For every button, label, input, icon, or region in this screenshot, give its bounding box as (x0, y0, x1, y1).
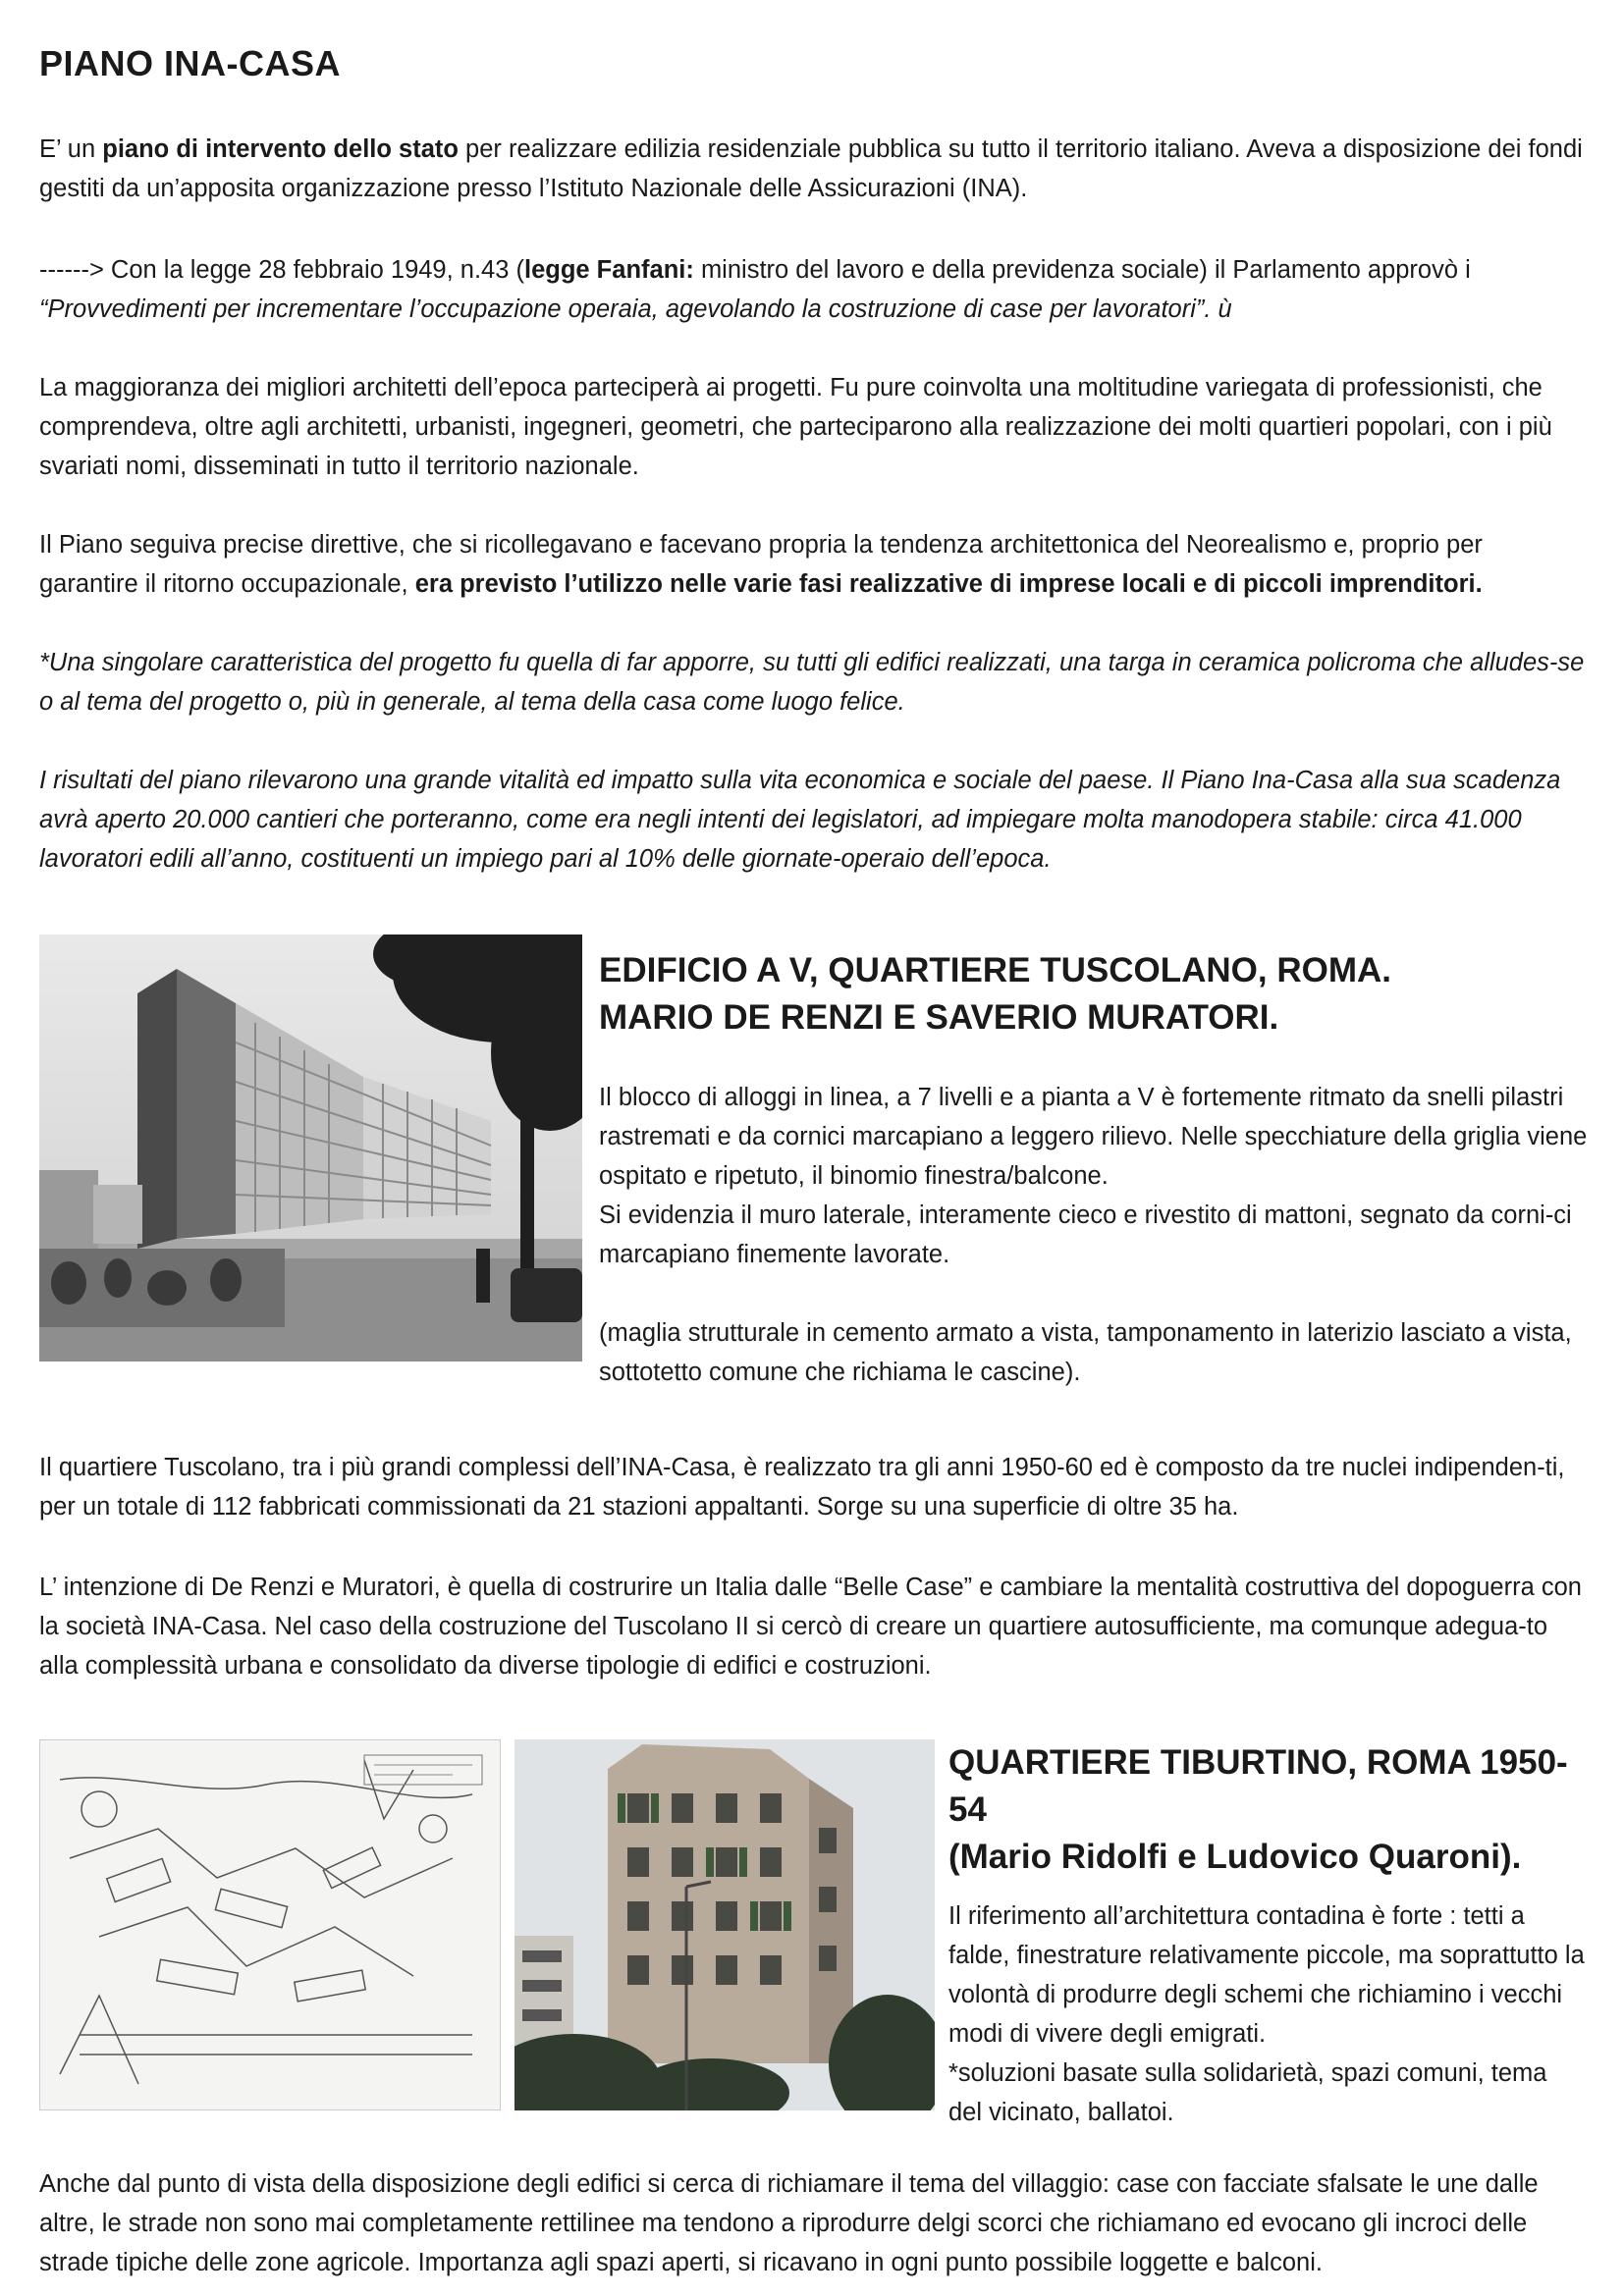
tiburtino-building-photo (514, 1739, 935, 2110)
ceramic-plate-paragraph: *Una singolare caratteristica del progetto fu quella di far apporre, su tutti gli edifici realizzati, una targa in ceramica policroma che alludes-se o al tema del progetto o, più in generale, al tema della casa come luogo felice. (39, 649, 1585, 716)
directives-paragraph: Il Piano seguiva precise direttive, che si ricollegavano e facevano propria la tendenza architettonica del Neorealismo e, proprio per garantire il ritorno occupazionale, era previsto l’utilizzo nelle varie fasi realizzative di imprese locali e di piccoli imprenditori. (39, 531, 1483, 598)
section2-description: Il riferimento all’architettura contadina è forte : tetti a falde, finestrature relativamente piccole, ma soprattutto la volontà di produrre degli schemi che richiamino i vecchi modi di vivere degli emigrati. *soluzioni basate sulla solidarietà, spazi comuni, tema del vicinato, ballatoi. (948, 1902, 1585, 2126)
section1-note: (maglia strutturale in cemento armato a vista, tamponamento in laterizio lasciato a vista, sottotetto comune che richiama le cascine). (599, 1319, 1572, 1386)
law-bold: legge Fanfani: (524, 256, 694, 284)
page-title: PIANO INA-CASA (39, 43, 342, 83)
tuscolano-building-photo (39, 934, 582, 1362)
section2-heading: QUARTIERE TIBURTINO, ROMA 1950-54 (Mario Ridolfi e Ludovico Quaroni). (948, 1743, 1568, 1876)
tuscolano-paragraph: Il quartiere Tuscolano, tra i più grandi complessi dell’INA-Casa, è realizzato tra gli anni 1950-60 ed è composto da tre nuclei indipenden-ti, per un totale di 112 fabbricati commissionati da 21 stazioni appaltanti. Sorge su una superficie di oltre 35 ha. (39, 1454, 1565, 1521)
tiburtino-photo-graphic (514, 1739, 935, 2110)
tiburtino-sketch-graphic (40, 1740, 500, 2109)
section1-heading: EDIFICIO A V, QUARTIERE TUSCOLANO, ROMA. MARIO DE RENZI E SAVERIO MURATORI. (599, 951, 1391, 1037)
intro-bold: piano di intervento dello stato (102, 135, 459, 163)
village-paragraph: Anche dal punto di vista della disposizione degli edifici si cerca di richiamare il tema del villaggio: case con facciate sfalsate le une dalle altre, le strade non sono mai completamente rettilinee ma tendono a riprodurre delgi scorci che richiamano ed evocano gli incroci delle strade tipiche delle zone agricole. Importanza agli spazi aperti, si ricavano in ogni punto possibile loggette e balconi. (39, 2170, 1539, 2276)
architects-paragraph: La maggioranza dei migliori architetti dell’epoca parteciperà ai progetti. Fu pure coinvolta una moltitudine variegata di professionisti, che comprendeva, oltre agli architetti, urbanisti, ingegneri, geometri, che parteciparono alla realizzazione dei molti quartieri popolari, con i più svariati nomi, disseminati in tutto il territorio nazionale. (39, 374, 1552, 480)
directives-bold: era previsto l’utilizzo nelle varie fasi realizzative di imprese locali e di piccoli imprenditori. (414, 570, 1483, 598)
intention-paragraph: L’ intenzione di De Renzi e Muratori, è quella di costrurire un Italia dalle “Belle Case” e cambiare la mentalità costruttiva del dopoguerra con la società INA-Casa. Nel caso della costruzione del Tuscolano II si cercò di creare un quartiere autosufficiente, ma comunque adegua-to alla complessità urbana e consolidato da diverse tipologie di edifici e costruzioni. (39, 1574, 1582, 1680)
section1-description: Il blocco di alloggi in linea, a 7 livelli e a pianta a V è fortemente ritmato da snelli pilastri rastremati e da cornici marcapiano a leggero rilievo. Nelle specchiature della griglia viene ospitato e ripetuto, il binomio finestra/balcone. Si evidenzia il muro laterale, interamente cieco e rivestito di mattoni, segnato da corni-ci marcapiano finemente lavorate. (599, 1084, 1588, 1268)
intro-paragraph: E’ un piano di intervento dello stato per realizzare edilizia residenziale pubblica su tutto il territorio italiano. Aveva a disposizione dei fondi gestiti da un’apposita organizzazione presso l’Istituto Nazionale delle Assicurazioni (INA). (39, 135, 1583, 202)
law-quote: “Provvedimenti per incrementare l’occupazione operaia, agevolando la costruzione di case per lavoratori”. ù (39, 295, 1232, 323)
results-paragraph: I risultati del piano rilevarono una grande vitalità ed impatto sulla vita economica e sociale del paese. Il Piano Ina-Casa alla sua scadenza avrà aperto 20.000 cantieri che porteranno, come era negli intenti dei legislatori, ad impiegare molta manodopera stabile: circa 41.000 lavoratori edili all’anno, costituenti un impiego pari al 10% delle giornate-operaio dell’epoca. (39, 767, 1561, 873)
tiburtino-plan-sketch (39, 1739, 501, 2110)
law-paragraph: ------> Con la legge 28 febbraio 1949, n.43 (legge Fanfani: ministro del lavoro e della previdenza sociale) il Parlamento approvò i “Provvedimenti per incrementare l’occupazione operaia, agevolando la costruzione di case per lavoratori”. ù (39, 256, 1471, 323)
tuscolano-photo-graphic (39, 934, 582, 1362)
